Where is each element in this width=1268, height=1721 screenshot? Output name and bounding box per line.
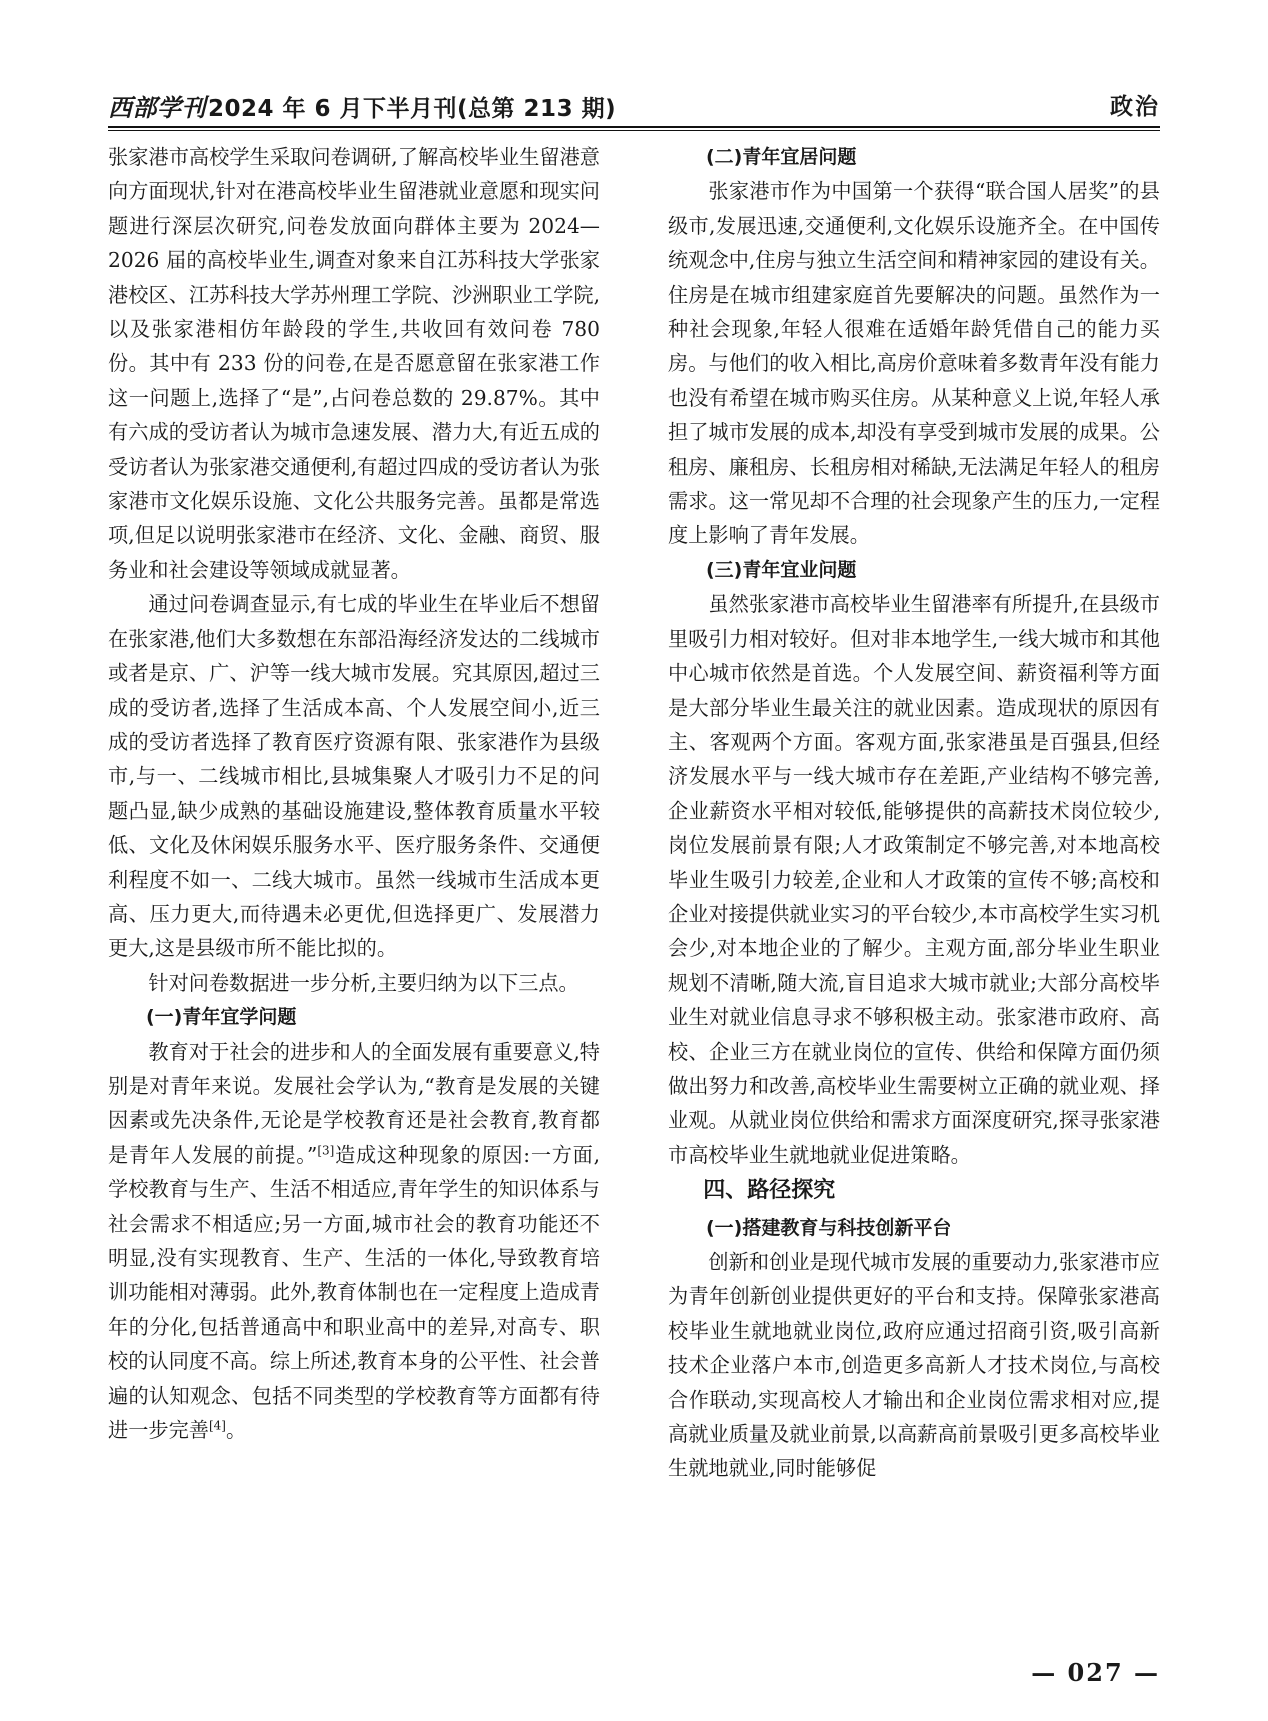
citation: [4]: [208, 1418, 226, 1433]
header-rule: [108, 126, 1160, 128]
paragraph: 张家港市作为中国第一个获得“联合国人居奖”的县级市,发展迅速,交通便利,文化娱乐设施齐全。在中国传统观念中,住房与独立生活空间和精神家园的建设有关。住房是在城市组建家庭首先要解决的问题。虽然作为一种社会现象,年轻人很难在适婚年龄凭借自己的能力买房。与他们的收入相比,高房价意味着多数青年没有能力也没有希望在城市购买住房。从某种意义上说,年轻人承担了城市发展的成本,却没有享受到城市发展的成果。公租房、廉租房、长租房相对稀缺,无法满足年轻人的租房需求。这一常见却不合理的社会现象产生的压力,一定程度上影响了青年发展。: [668, 179, 1160, 548]
left-column: [108, 140, 600, 1447]
paragraph-text: 。: [225, 1418, 247, 1443]
header-left: [108, 88, 616, 123]
right-column: [668, 140, 1160, 1486]
paragraph: 张家港市高校学生采取问卷调研,了解高校毕业生留港意向方面现状,针对在港高校毕业生留港就业意愿和现实问题进行深层次研究,问卷发放面向群体主要为 2024—2026 届的高校毕业生,调查对象来自江苏科技大学张家港校区、江苏科技大学苏州理工学院、沙洲职业工学院,以及张家港相仿年龄段的学生,共收回有效问卷 780 份。其中有 233 份的问卷,在是否愿意留在张家港工作这一问题上,选择了“是”,占问卷总数的 29.87%。其中有六成的受访者认为城市急速发展、潜力大,有近五成的受访者认为张家港交通便利,有超过四成的受访者认为张家港市文化娱乐设施、文化公共服务完善。虽都是常选项,但足以说明张家港市在经济、文化、金融、商贸、服务业和社会建设等领域成就显著。: [108, 145, 600, 582]
section-heading: (二)青年宜居问题: [706, 146, 857, 168]
section-heading: (一)青年宜学问题: [146, 1006, 297, 1029]
running-header: [108, 88, 1160, 122]
chapter-heading: 四、路径探究: [703, 1178, 836, 1204]
paragraph: 创新和创业是现代城市发展的重要动力,张家港市应为青年创新创业提供更好的平台和支持。保障张家港高校毕业生就地就业岗位,政府应通过招商引资,吸引高新技术企业落户本市,创造更多高新人才技术岗位,与高校合作联动,实现高校人才输出和企业岗位需求相对应,提高就业质量及就业前景,以高薪高前景吸引更多高校毕业生就地就业,同时能够促: [668, 1250, 1160, 1481]
paragraph: [108, 1035, 600, 1448]
paragraph: 通过问卷调查显示,有七成的毕业生在毕业后不想留在张家港,他们大多数想在东部沿海经济发达的二线城市或者是京、广、沪等一线大城市发展。究其原因,超过三成的受访者,选择了生活成本高、个人发展空间小,近三成的受访者选择了教育医疗资源有限、张家港作为县级市,与一、二线城市相比,县城集聚人才吸引力不足的问题凸显,缺少成熟的基础设施建设,整体教育质量水平较低、文化及休闲娱乐服务水平、医疗服务条件、交通便利程度不如一、二线大城市。虽然一线城市生活成本更高、压力更大,而待遇未必更优,但选择更广、发展潜力更大,这是县级市所不能比拟的。: [108, 592, 600, 961]
journal-title: 西部学刊: [108, 93, 206, 122]
paragraph: 虽然张家港市高校毕业生留港率有所提升,在县级市里吸引力相对较好。但对非本地学生,一线大城市和其他中心城市依然是首选。个人发展空间、薪资福利等方面是大部分毕业生最关注的就业因素。造成现状的原因有主、客观两个方面。客观方面,张家港虽是百强县,但经济发展水平与一线大城市存在差距,产业结构不够完善,企业薪资水平相对较低,能够提供的高薪技术岗位较少,岗位发展前景有限;人才政策制定不够完善,对本地高校毕业生吸引力较差,企业和人才政策的宣传不够;高校和企业对接提供就业实习的平台较少,本市高校学生实习机会少,对本地企业的了解少。主观方面,部分毕业生职业规划不清晰,随大流,盲目追求大城市就业;大部分高校毕业生对就业信息寻求不够积极主动。张家港市政府、高校、企业三方在就业岗位的宣传、供给和保障方面仍须做出努力和改善,高校毕业生需要树立正确的就业观、择业观。从就业岗位供给和需求方面深度研究,探寻张家港市高校毕业生就地就业促进策略。: [668, 592, 1160, 1167]
paragraph: 针对问卷数据进一步分析,主要归纳为以下三点。: [148, 970, 579, 995]
paragraph-text: 教育对于社会的进步和人的全面发展有重要意义,特别是对青年来说。发展社会学认为,“教育是发展的关键因素或先决条件,无论是学校教育还是社会教育,教育都是青年人发展的前提。”: [108, 1039, 600, 1167]
paragraph-text: 造成这种现象的原因:一方面,学校教育与生产、生活不相适应,青年学生的知识体系与社会需求不相适应;另一方面,城市社会的教育功能还不明显,没有实现教育、生产、生活的一体化,导致教育培训功能相对薄弱。此外,教育体制也在一定程度上造成青年的分化,包括普通高中和职业高中的差异,对高专、职校的认同度不高。综上所述,教育本身的公平性、社会普遍的认知观念、包括不同类型的学校教育等方面都有待进一步完善: [108, 1142, 600, 1443]
header-rule-thin: [108, 130, 1160, 131]
section-name: 政治: [1110, 94, 1160, 120]
section-heading: (三)青年宜业问题: [706, 558, 857, 581]
issue-info: 2024 年 6 月下半月刊(总第 213 期): [208, 96, 617, 122]
page-number: — 027 —: [1031, 1658, 1160, 1687]
section-heading: (一)搭建教育与科技创新平台: [706, 1216, 952, 1239]
citation: [3]: [317, 1143, 335, 1158]
